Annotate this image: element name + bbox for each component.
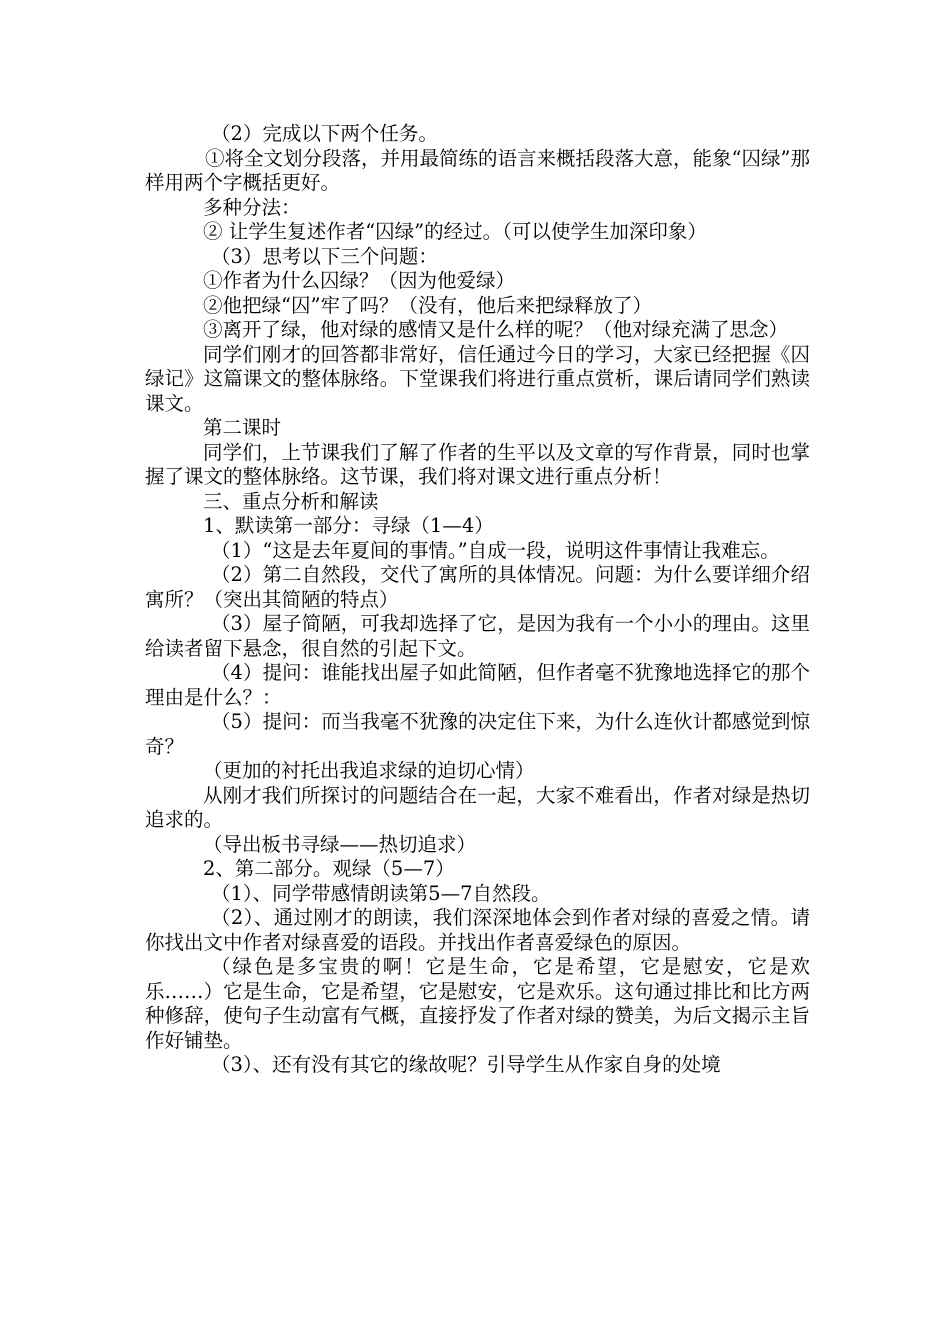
paragraph-second-lesson-heading: 第二课时 — [203, 416, 282, 439]
paragraph-retell: ② 让学生复述作者“囚绿”的经过。（可以使学生加深印象） — [203, 220, 707, 243]
paragraph-task-2: （2）完成以下两个任务。 — [211, 122, 438, 145]
paragraph-green-quote: （绿色是多宝贵的啊！它是生命，它是希望，它是慰安，它是欢乐……）它是生命，它是希望，它是慰安，它是欢乐。这句通过排比和比方两种修辞，使句子生动富有气概，直接抒发了作者对绿的赞美，为后文揭示主旨作好铺垫。 — [145, 955, 810, 1052]
section-heading-analysis: 三、重点分析和解读 — [203, 489, 379, 513]
paragraph-think-questions: （3）思考以下三个问题： — [211, 244, 438, 268]
paragraph-conclusion-part-1: 从刚才我们所探讨的问题结合在一起，大家不难看出，作者对绿是热切追求的。 — [145, 783, 810, 831]
paragraph-point-5: （5）提问：而当我毫不犹豫的决定住下来，为什么连伙计都感觉到惊奇？ — [145, 710, 810, 758]
paragraph-question-1: ①作者为什么囚绿？（因为他爱绿） — [203, 269, 516, 292]
paragraph-note-contrast: （更加的衬托出我追求绿的迫切心情） — [203, 759, 535, 782]
paragraph-part-2-point-1: （1）、同学带感情朗读第5—7自然段。 — [211, 881, 551, 905]
paragraph-point-2: （2）第二自然段，交代了寓所的具体情况。问题：为什么要详细介绍寓所？（突出其简陋的特点） — [145, 563, 810, 611]
subheading-part-2: 2、第二部分。观绿（5—7） — [203, 857, 455, 880]
paragraph-divide-sections: ①将全文划分段落，并用最简练的语言来概括段落大意，能象“囚绿”那样用两个字概括更好。 — [145, 146, 810, 194]
paragraph-question-3: ③离开了绿，他对绿的感情又是什么样的呢？（他对绿充满了思念） — [203, 318, 789, 341]
paragraph-point-4: （4）提问：谁能找出屋子如此简陋，但作者毫不犹豫地选择它的那个理由是什么？： — [145, 661, 810, 709]
paragraph-part-2-point-2: （2）、通过刚才的朗读，我们深深地体会到作者对绿的喜爱之情。请你找出文中作者对绿喜爱的语段。并找出作者喜爱绿色的原因。 — [145, 906, 810, 954]
paragraph-second-lesson-intro: 同学们，上节课我们了解了作者的生平以及文章的写作背景，同时也掌握了课文的整体脉络。这节课，我们将对课文进行重点分析！ — [145, 440, 810, 488]
paragraph-point-1: （1）“这是去年夏间的事情。”自成一段，说明这件事情让我难忘。 — [211, 538, 780, 562]
paragraph-multiple-methods: 多种分法： — [203, 195, 301, 219]
paragraph-part-2-point-3: （3）、还有没有其它的缘故呢？引导学生从作家自身的处境 — [211, 1053, 721, 1076]
paragraph-point-3: （3）屋子简陋，可我却选择了它，是因为我有一个小小的理由。这里给读者留下悬念，很自然的引起下文。 — [145, 612, 810, 660]
paragraph-summary-lesson-1: 同学们刚才的回答都非常好，信任通过今日的学习，大家已经把握《囚绿记》这篇课文的整体脉络。下堂课我们将进行重点赏析，课后请同学们熟读课文。 — [145, 342, 810, 415]
paragraph-board-note-1: （导出板书寻绿——热切追求） — [203, 832, 477, 856]
paragraph-question-2: ②他把绿“囚”牢了吗？（没有，他后来把绿释放了） — [203, 293, 652, 317]
subheading-part-1: 1、默读第一部分：寻绿（1—4） — [203, 514, 494, 537]
document-page — [145, 122, 810, 1078]
